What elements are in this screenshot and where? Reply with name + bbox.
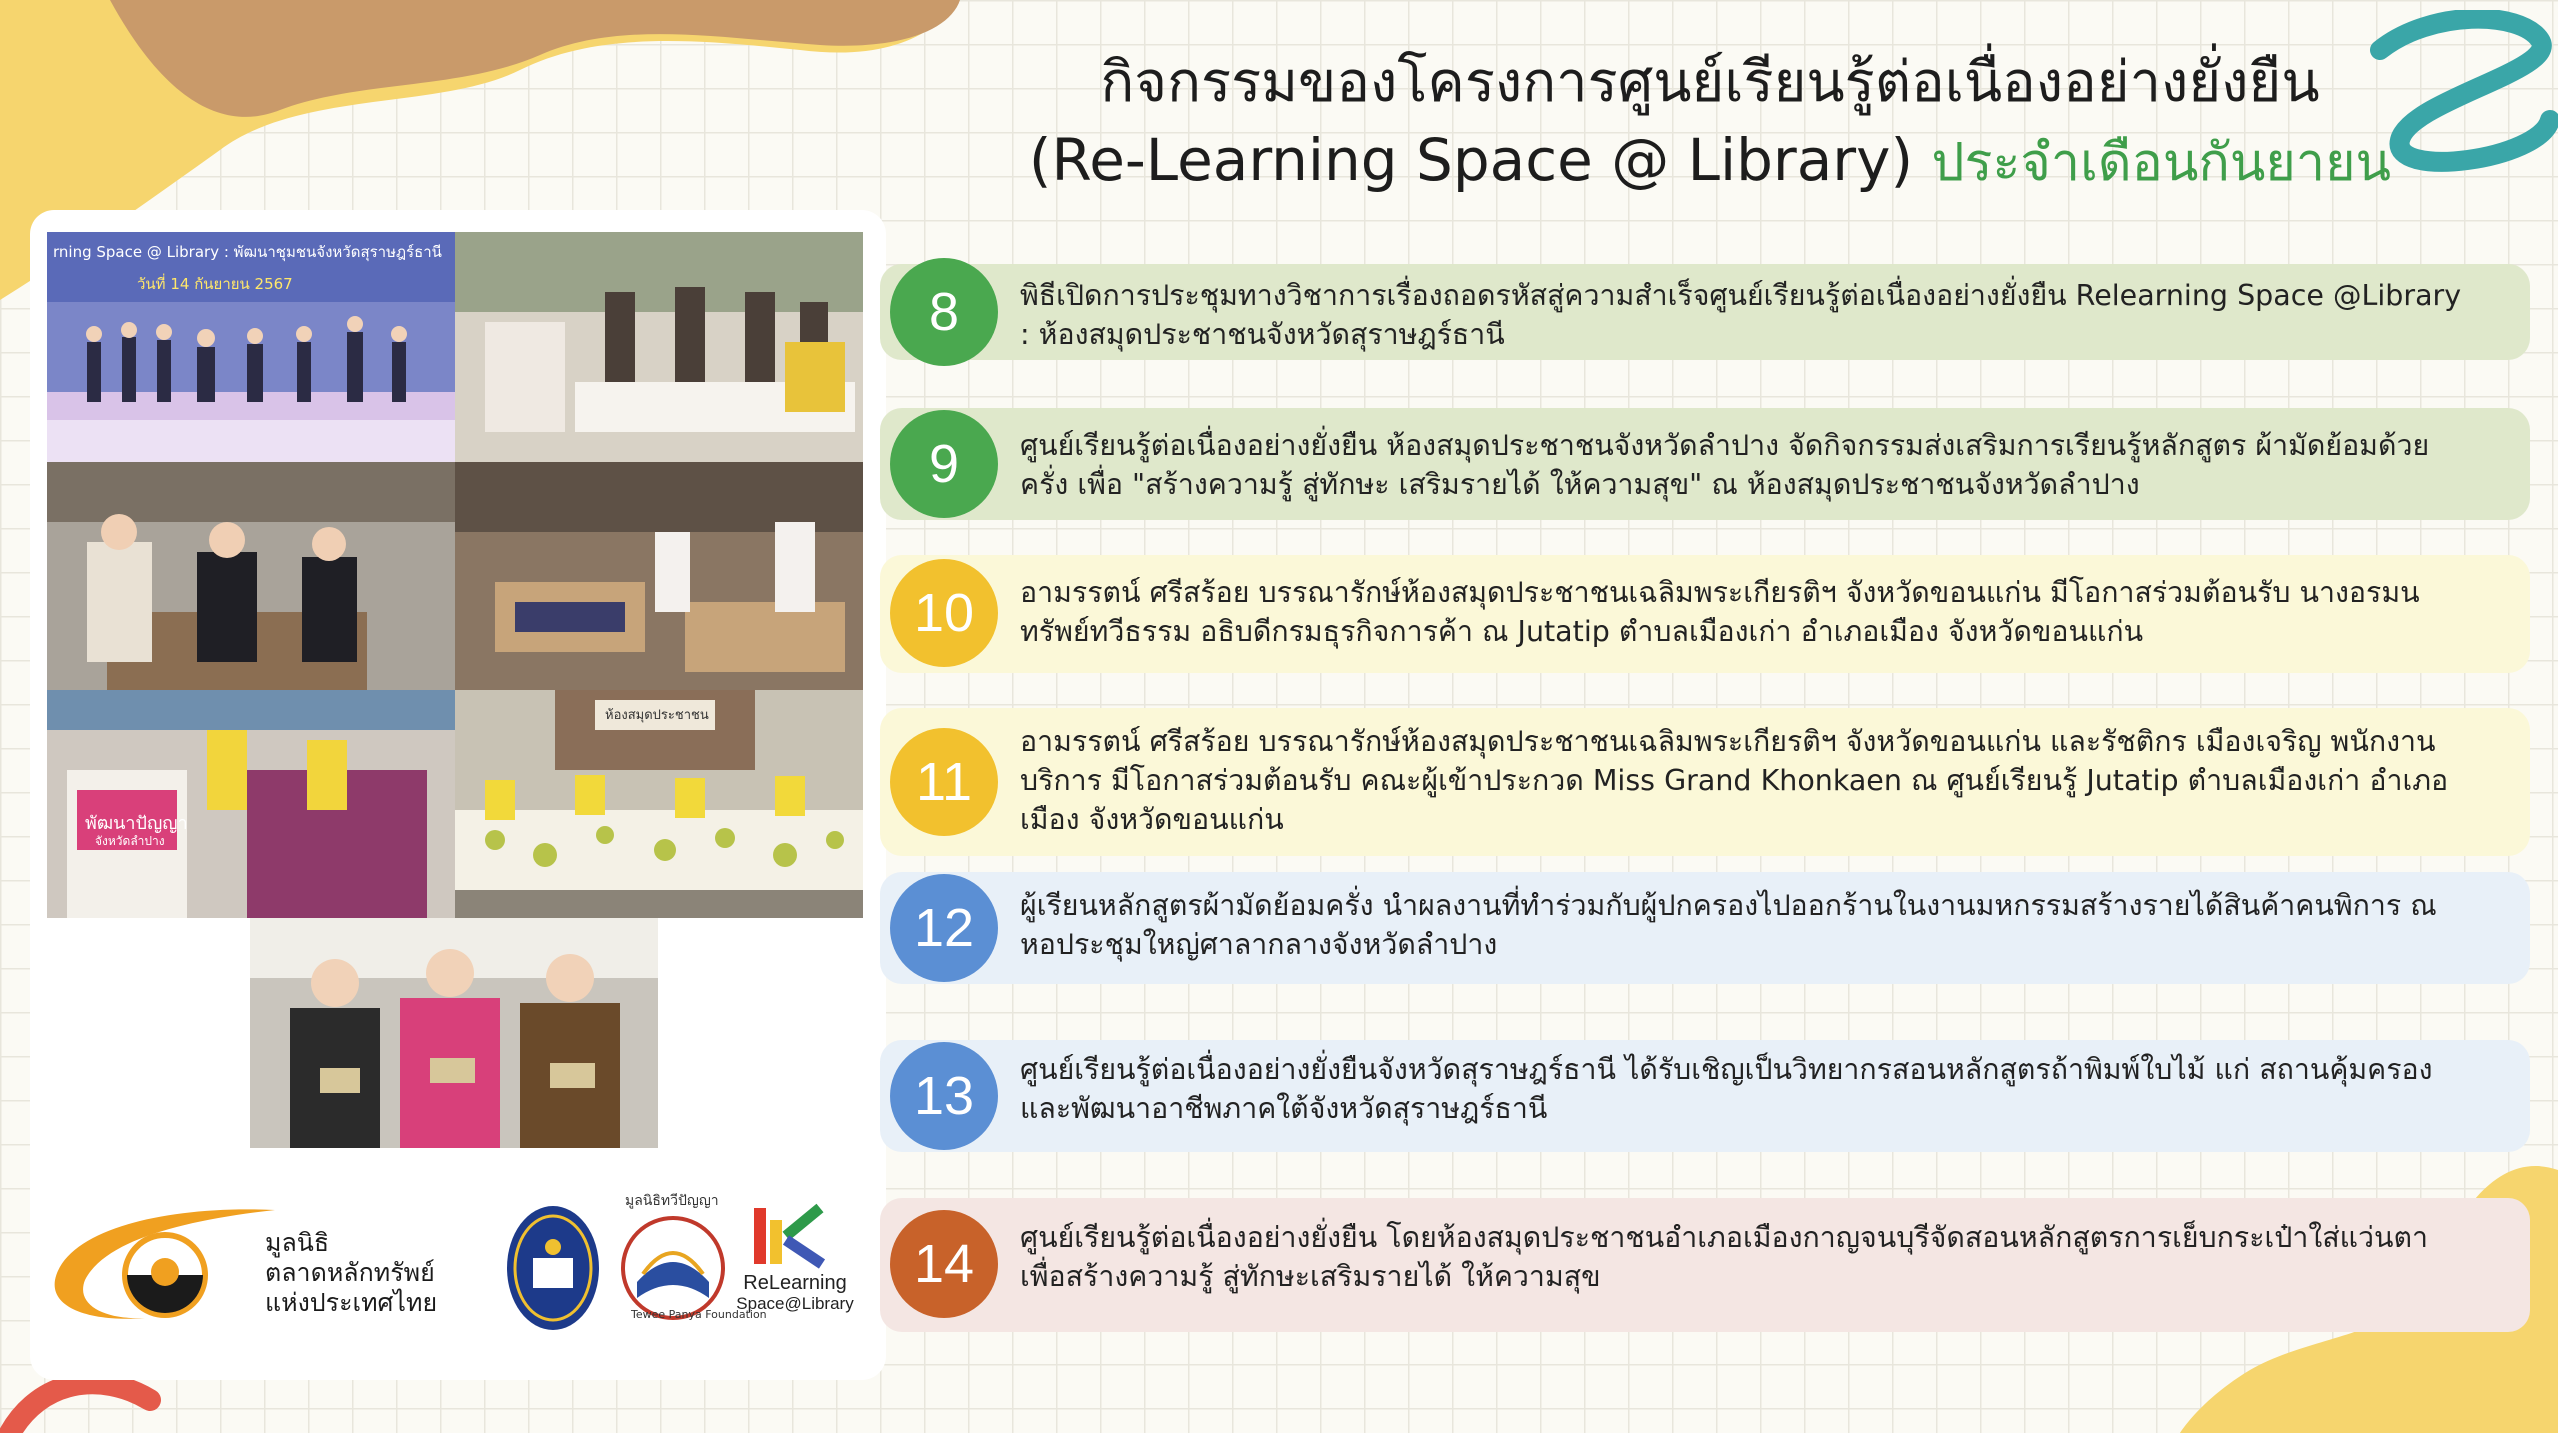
activity-item-14 <box>880 1198 2530 1332</box>
foundation-name <box>265 1228 437 1318</box>
foundation-name-line1: มูลนิธิ <box>265 1228 330 1257</box>
foundation-name-line2: ตลาดหลักทรัพย์ <box>265 1258 435 1287</box>
activity-item-8 <box>880 256 2530 368</box>
title-line-1: กิจกรรมของโครงการศูนย์เรียนรู้ต่อเนื่องอย่างยั่งยืน <box>1100 50 2320 115</box>
page-title <box>900 48 2520 205</box>
partner-logos <box>45 1190 865 1340</box>
tewee-arc-text: มูลนิธิทวีปัญญา <box>625 1193 719 1209</box>
photo-stage-ceremony <box>47 232 455 462</box>
photo-loom-students <box>455 462 863 690</box>
activity-number-badge: 12 <box>890 874 998 982</box>
government-seal-icon <box>503 1202 603 1334</box>
activity-description: ผู้เรียนหลักสูตรผ้ามัดย้อมครั่ง นำผลงานที่ทำร่วมกับผู้ปกครองไปออกร้านในงานมหกรรมสร้างรายได้สินค้าคนพิการ ณ หอประชุมใหญ่ศาลากลางจังหวัดลำปาง <box>1020 889 2437 961</box>
activity-item-10 <box>880 555 2530 673</box>
relearning-logo-text <box>735 1272 855 1314</box>
relearning-logo-line1: ReLearning <box>743 1272 847 1294</box>
activity-number-badge: 11 <box>890 728 998 836</box>
activity-description: ศูนย์เรียนรู้ต่อเนื่องอย่างยั่งยืนจังหวัดสุราษฎร์ธานี ได้รับเชิญเป็นวิทยากรสอนหลักสูตรถ้าพิมพ์ใบไม้ แก่ สถานคุ้มครองและพัฒนาอาชีพภาคใต้จังหวัดสุราษฎร์ธานี <box>1020 1053 2433 1125</box>
building-sign-text: ห้องสมุดประชาชน <box>605 708 709 723</box>
photo-banner-title: rning Space @ Library : พัฒนาชุมชนจังหวัดสุราษฎร์ธานี <box>53 243 442 261</box>
booth-sign-subtext: จังหวัดลำปาง <box>95 834 165 848</box>
foundation-name-line3: แห่งประเทศไทย <box>265 1288 438 1317</box>
relearning-logo-icon <box>750 1200 830 1270</box>
activity-item-9 <box>880 408 2530 520</box>
activity-number-badge: 8 <box>890 258 998 366</box>
activity-item-13 <box>880 1040 2530 1152</box>
photo-banner-date: วันที่ 14 กันยายน 2567 <box>137 275 293 293</box>
photo-market-booth <box>47 690 455 918</box>
activity-number-badge: 14 <box>890 1210 998 1318</box>
activity-description: อามรรตน์ ศรีสร้อย บรรณารักษ์ห้องสมุดประชาชนเฉลิมพระเกียรติฯ จังหวัดขอนแก่น และรัชติกร เมืองเจริญ พนักงานบริการ มีโอกาสร่วมต้อนรับ คณะผู้เข้าประกวด Miss Grand Khonkaen ณ ศูนย์เรียนรู้ Jutatip ตำบลเมืองเก่า อำเภอเมือง จังหวัดขอนแก่น <box>1020 725 2449 836</box>
photo-loom-welcome <box>47 462 455 690</box>
tewee-english-name: Tewee Panya Foundation <box>631 1308 767 1321</box>
activity-number-badge: 13 <box>890 1042 998 1150</box>
photo-eyeglass-case-class <box>250 918 658 1148</box>
title-project-name: (Re-Learning Space @ Library) <box>1028 126 1914 194</box>
booth-sign-text: พัฒนาปัญญา <box>85 813 188 834</box>
photo-tie-dye-class <box>455 232 863 462</box>
activity-item-12 <box>880 872 2530 984</box>
title-month: ประจำเดือนกันยายน <box>1931 133 2392 193</box>
title-line-2 <box>900 118 2520 205</box>
set-foundation-logo-icon <box>45 1200 275 1330</box>
activity-description: ศูนย์เรียนรู้ต่อเนื่องอย่างยั่งยืน ห้องสมุดประชาชนจังหวัดลำปาง จัดกิจกรรมส่งเสริมการเรียนรู้หลักสูตร ผ้ามัดย้อมด้วยครั่ง เพื่อ "สร้างความรู้ สู่ทักษะ เสริมรายได้ ให้ความสุข" ณ ห้องสมุดประชาชนจังหวัดลำปาง <box>1020 429 2430 501</box>
photo-leaf-print-group <box>455 690 863 918</box>
activity-description: พิธีเปิดการประชุมทางวิชาการเรื่องถอดรหัสสู่ความสำเร็จศูนย์เรียนรู้ต่อเนื่องอย่างยั่งยืน Relearning Space @Library : ห้องสมุดประชาชนจังหวัดสุราษฎร์ธานี <box>1020 279 2462 351</box>
activity-description: ศูนย์เรียนรู้ต่อเนื่องอย่างยั่งยืน โดยห้องสมุดประชาชนอำเภอเมืองกาญจนบุรีจัดสอนหลักสูตรการเย็บกระเป๋าใส่แว่นตา เพื่อสร้างความรู้ สู่ทักษะเสริมรายได้ ให้ความสุข <box>1020 1221 2429 1293</box>
activity-number-badge: 10 <box>890 559 998 667</box>
activity-number-badge: 9 <box>890 410 998 518</box>
relearning-logo-line2: Space@Library <box>736 1294 854 1313</box>
activity-description: อามรรตน์ ศรีสร้อย บรรณารักษ์ห้องสมุดประชาชนเฉลิมพระเกียรติฯ จังหวัดขอนแก่น มีโอกาสร่วมต้อนรับ นางอรมน ทรัพย์ทวีธรรม อธิบดีกรมธุรกิจการค้า ณ Jutatip ตำบลเมืองเก่า อำเภอเมือง จังหวัดขอนแก่น <box>1020 576 2420 648</box>
activity-item-11 <box>880 708 2530 856</box>
